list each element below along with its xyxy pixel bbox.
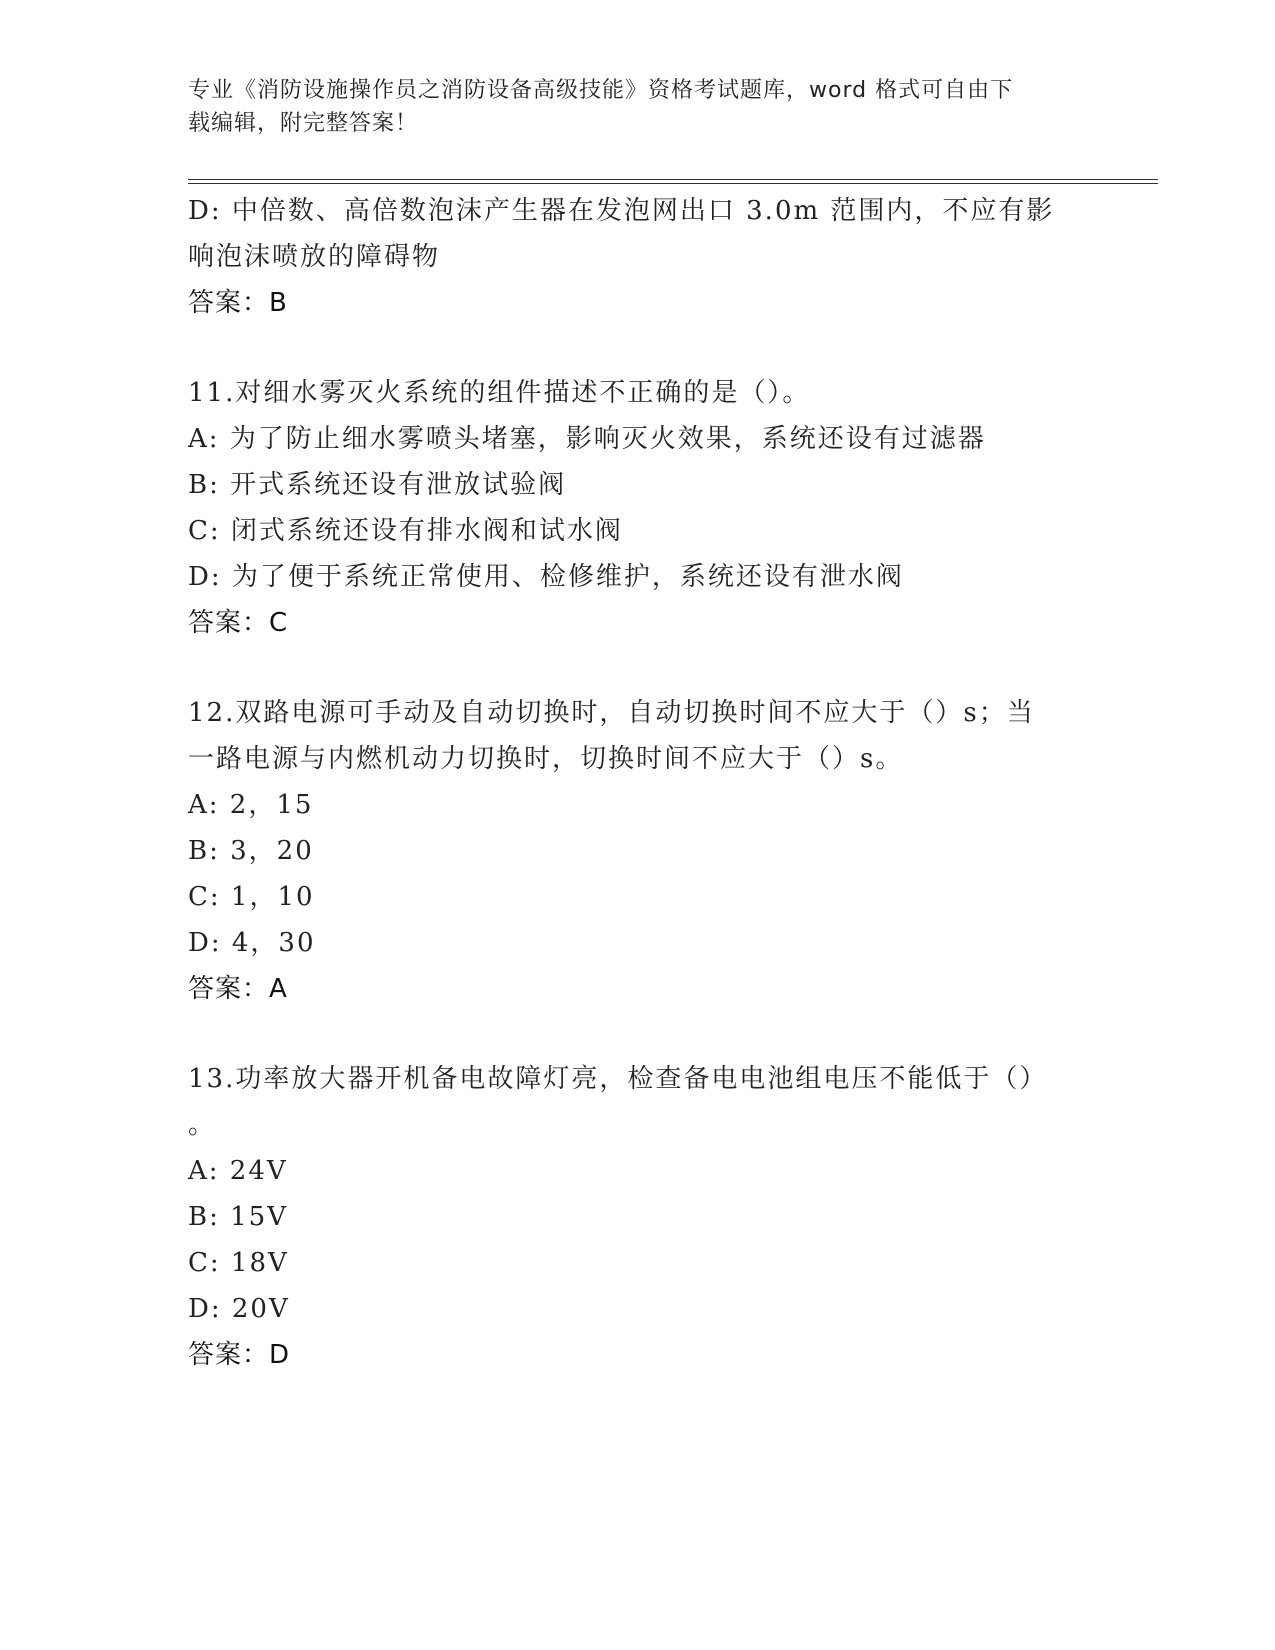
option-c: C: 1，10 bbox=[188, 882, 315, 912]
answer-line: 答案：B bbox=[188, 288, 288, 318]
spacer bbox=[188, 646, 1068, 690]
spacer bbox=[188, 326, 1068, 370]
header-line-1: 专业《消防设施操作员之消防设备高级技能》资格考试题库，word 格式可自由下 bbox=[188, 78, 1014, 103]
answer-line: 答案：C bbox=[188, 608, 289, 638]
answer-line: 答案：D bbox=[188, 1340, 291, 1370]
question-12 bbox=[188, 690, 1068, 1012]
option-b: B: 15V bbox=[188, 1202, 288, 1232]
question-11 bbox=[188, 370, 1068, 646]
question-13 bbox=[188, 1056, 1068, 1378]
option-d: D: 为了便于系统正常使用、检修维护，系统还设有泄水阀 bbox=[188, 562, 904, 592]
header-rule-top bbox=[188, 179, 1158, 180]
option-c: C: 闭式系统还设有排水阀和试水阀 bbox=[188, 516, 623, 546]
option-a: A: 24V bbox=[188, 1156, 288, 1186]
question-stem-line-2: 。 bbox=[188, 1110, 217, 1140]
option-b: B: 开式系统还设有泄放试验阀 bbox=[188, 470, 567, 500]
option-d: D: 4，30 bbox=[188, 928, 316, 958]
question-stem-line-1: 13.功率放大器开机备电故障灯亮，检查备电电池组电压不能低于（） bbox=[188, 1064, 1048, 1094]
option-c: C: 18V bbox=[188, 1248, 289, 1278]
page-header bbox=[188, 74, 1088, 140]
option-a: A: 为了防止细水雾喷头堵塞，影响灭火效果，系统还设有过滤器 bbox=[188, 424, 986, 454]
option-d-line-2: 响泡沫喷放的障碍物 bbox=[188, 242, 441, 272]
previous-question-tail bbox=[188, 188, 1068, 326]
option-a: A: 2，15 bbox=[188, 790, 314, 820]
answer-line: 答案：A bbox=[188, 974, 288, 1004]
header-line-2: 载编辑，附完整答案！ bbox=[188, 111, 419, 136]
option-d: D: 20V bbox=[188, 1294, 290, 1324]
question-stem: 11.对细水雾灭火系统的组件描述不正确的是（）。 bbox=[188, 378, 811, 408]
option-d-line-1: D: 中倍数、高倍数泡沫产生器在发泡网出口 3.0m 范围内，不应有影 bbox=[188, 196, 1055, 226]
header-rule-bottom bbox=[188, 183, 1158, 184]
question-content bbox=[188, 188, 1068, 1378]
spacer bbox=[188, 1012, 1068, 1056]
question-stem-line-1: 12.双路电源可手动及自动切换时，自动切换时间不应大于（）s；当 bbox=[188, 698, 1035, 728]
question-stem-line-2: 一路电源与内燃机动力切换时，切换时间不应大于（）s。 bbox=[188, 744, 904, 774]
option-b: B: 3，20 bbox=[188, 836, 314, 866]
